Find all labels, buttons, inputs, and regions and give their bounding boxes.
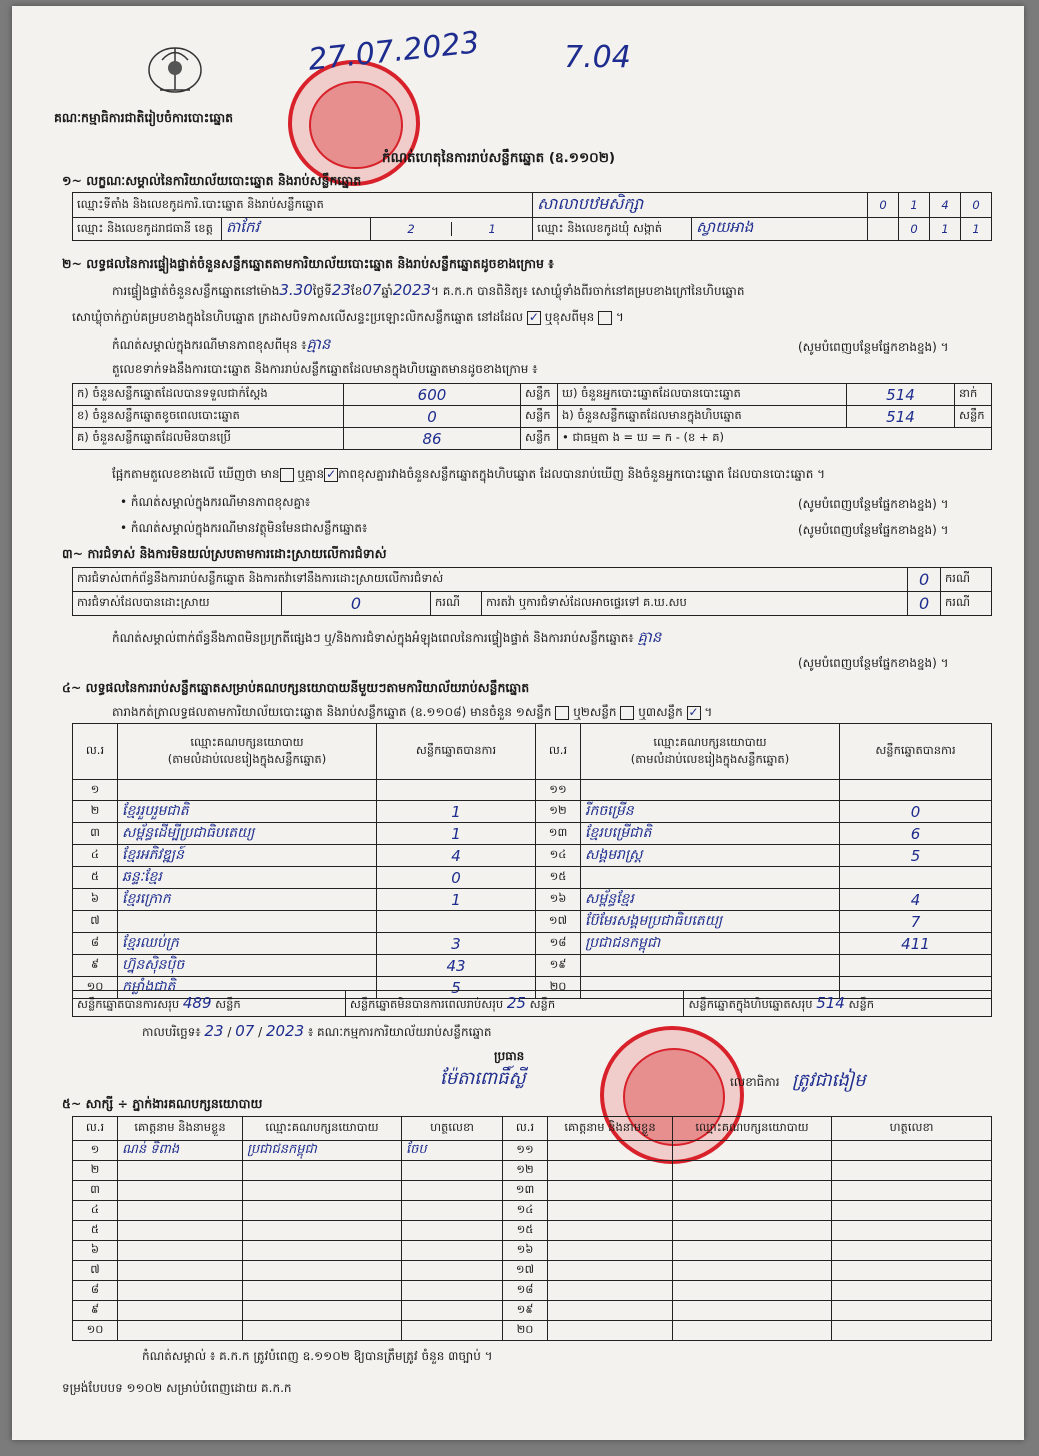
witness-signature (832, 1201, 992, 1221)
party-votes: 5 (840, 845, 992, 867)
signing-date: កាលបរិច្ឆេទ៖ 23 / 07 / 2023 ៖ គណៈកម្មការការិយាល័យរាប់សន្លឹកឆ្នោត (142, 1022, 492, 1040)
unchanged-checkbox[interactable]: ✓ (528, 309, 539, 324)
witness-signature (402, 1181, 503, 1201)
row-number: ៩ (73, 955, 118, 977)
row-number: ១៦ (536, 889, 581, 911)
row-number: ២ (73, 1161, 118, 1181)
verify-line: ការផ្ទៀងផ្ទាត់ចំនួនសន្លឹកឆ្នោតនៅម៉ោង3.30ថ្ងៃទី23ខែ07ឆ្នាំ2023។ គ.ក.ក បានពិនិត្យ៖ សោឃ្លុំទាំងពីរចាក់នៅគម្របខាងក្រៅនៃហិបឆ្នោត (112, 281, 745, 299)
form-paper: គណៈកម្មាធិការជាតិរៀបចំការបោះឆ្នោត 27.07.2023 7.04 កំណត់ហេតុនៃការរាប់សន្លឹកឆ្នោត (ឧ.១១០២) ១~ លក្ខណៈសម្គាល់នៃការិយាល័យបោះឆ្នោត និងរាប់សន្លឹកឆ្នោត ឈ្មោះទីតាំង និងលេខកូដការិ.បោះឆ្នោត និងរាប់សន្លឹកឆ្នោត សាលាបឋមសិក្សា 0 1 4 0 ឈ្មោះ និងលេខកូដរាជធានី ខេត្ត តាកែវ 2 1 ឈ្មោះ និងលេខកូដឃុំ សង្កាត់ ស្វាយអាង 0 1 1 ២~ លទ្ធផលនៃការផ្ទៀងផ្ទាត់ចំនួនសន្លឹកឆ្នោតតាមការិយាល័យបោះឆ្នោត និងរាប់សន្លឹកឆ្នោតដូចខាងក្រោម ៖ ការផ្ទៀងផ្ទាត់ចំនួនសន្លឹកឆ្នោតនៅម៉ោង3.30ថ្ងៃទី23ខែ07ឆ្នាំ2023។ គ.ក.ក បានពិនិត្យ៖ សោឃ្លុំទាំងពីរចាក់នៅគម្របខាងក្រៅនៃហិបឆ្នោត សោឃ្លុំចាក់ភ្ជាប់គម្របខាងក្នុងនៃហិបឆ្នោត ក្រដាសបិទភាសលើសន្ទះប្រឡោះលិកសន្លឹកឆ្នោត នៅដដែល ✓ ឬខុសពីមុន ។ កំណត់សម្គាល់ក្នុងករណីមានភាពខុសពីមុន ៖គ្មាន (សូមបំពេញបន្ថែមផ្នែកខាងខ្នង) ។ តួលេខទាក់ទងនឹងការបោះឆ្នោត និងការរាប់សន្លឹកឆ្នោតដែលមានក្នុងហិបឆ្នោតមានដូចខាងក្រោម ៖ ក) ចំនួនសន្លឹកឆ្នោតដែលបានទទួលជាក់ស្តែង 600 សន្លឹក ឃ) ចំនួនអ្នកបោះឆ្នោតដែលបានបោះឆ្នោត 514 នាក់ ខ) ចំនួនសន្លឹកឆ្នោតខូចពេលបោះឆ្នោត 0 សន្លឹក ង) ចំនួនសន្លឹកឆ្នោតដែលមានក្នុងហិបឆ្នោត 514 សន្លឹក គ) ចំនួនសន្លឹកឆ្នោតដែលមិនបានប្រើ 86 សន្លឹក • ជាធម្មតា ង = ឃ = ក - (ខ + គ) ផ្អែកតាមតួលេខខាងលើ ឃើញថា មាន ឬគ្មាន ✓ ភាពខុសគ្នារវាងចំនួនសន្លឹកឆ្នោតក្នុងហិបឆ្នោត ដែលបានរាប់ឃើញ និងចំនួនអ្នកបោះឆ្នោត ដែលបានបោះឆ្នោត ។ • កំណត់សម្គាល់ក្នុងករណីមានភាពខុសគ្នា៖ (សូមបំពេញបន្ថែមផ្នែកខាងខ្នង) ។ • កំណត់សម្គាល់ក្នុងករណីមានវត្ថុមិនមែនជាសន្លឹកឆ្នោត៖ (សូមបំពេញបន្ថែមផ្នែកខាងខ្នង) ។ ៣~ ការជំទាស់ និងការមិនយល់ស្របតាមការដោះស្រាយលើការជំទាស់ ការជំទាស់ពាក់ព័ន្ធនឹងការរាប់សន្លឹកឆ្នោត និងការតវ៉ាទៅនឹងការដោះស្រាយលើការជំទាស់ 0 ករណី ការជំទាស់ដែលបានដោះស្រាយ 0 ករណី ការតវ៉ា ឬការជំទាស់ដែលអាចផ្ទេរទៅ គ.ឃ.សប 0 ករណី កំណត់សម្គាល់ពាក់ព័ន្ធនឹងភាពមិនប្រក្រតីផ្សេងៗ ឬ/និងការជំទាស់ក្នុងអំឡុងពេលនៃការផ្ទៀងផ្ទាត់ និងការរាប់សន្លឹកឆ្នោត៖ គ្មាន (សូមបំពេញបន្ថែមផ្នែកខាងខ្នង) ។ ៤~ លទ្ធផលនៃការរាប់សន្លឹកឆ្នោតសម្រាប់គណបក្សនយោបាយនីមួយៗតាមការិយាល័យរាប់សន្លឹកឆ្នោត តារាងកត់ត្រាលទ្ធផលតាមការិយាល័យបោះឆ្នោត និងរាប់សន្លឹកឆ្នោត (ឧ.១១០៨) មានចំនួន ១សន្លឹក ឬ២សន្លឹក ឬ៣សន្លឹក ✓ ។ ល.រ ឈ្មោះគណបក្សនយោបាយ (តាមលំដាប់លេខរៀងក្នុងសន្លឹកឆ្នោត) សន្លឹកឆ្នោតបានការ ល.រ ឈ្មោះគណបក្សនយោបាយ (តាមលំដាប់លេខរៀងក្នុងសន្លឹកឆ្នោត) សន្លឹកឆ្នោតបានការ ១ ១១ ២ ខ្មែររួបរួមជាតិ 1 ១២ រីកចម្រើន 0 ៣ សម្ព័ន្ធដើម្បីប្រជាធិបតេយ្យ 1 ១៣ ខ្មែរបម្រើជាតិ 6 ៤ ខ្មែរអភិវឌ្ឍន៍ 4 ១៤ សង្គមរាស្ត្រ 5 ៥ ឆន្ទៈខ្មែរ 0 ១៥ ៦ ខ្មែរក្រោក 1 ១៦ សម្ព័ន្ធខ្មែរ 4 ៧ ១៧ ប៊ែមែរសង្គមប្រជាធិបតេយ្យ 7 ៨ ខ្មែរឈប់ក្រ 3 ១៨ ប្រជាជនកម្ពុជា 411 ៩ ហ្វ៊ុនស៊ិនប៉ិច 43 ១៩ ១០ កម្លាំងជាតិ 5 ២០ សន្លឹកឆ្នោតបានការសរុប 489 សន្លឹក សន្លឹកឆ្នោតមិនបានការពេលរាប់សរុប 25 សន្លឹក សន្លឹកឆ្នោតក្នុងហិបឆ្នោតសរុប 514 សន្លឹក កាលបរិច្ឆេទ៖ 23 / 07 / 2023 ៖ គណៈកម្មការការិយាល័យរាប់សន្លឹកឆ្នោត ប្រធាន ម៉ែតាពោធិ៍ស្លី លេខាធិការ ត្រូវជាងៀម ៥~ សាក្សី ÷ ភ្នាក់ងារគណបក្សនយោបាយ ល.រ គោត្តនាម និងនាមខ្លួន ឈ្មោះគណបក្សនយោបាយ ហត្ថលេខា ល.រ គោត្តនាម និងនាមខ្លួន ឈ្មោះគណបក្សនយោបាយ ហត្ថលេខា ១ ណន់ ទិពាង ប្រជាជនកម្ពុជា ចែប ១១ ២ ១២ ៣ ១៣ ៤ ១៤ ៥ ១៥ ៦ ១៦ ៧ ១៧ ៨ ១៨ ៩ ១៩ ១០ ២០ កំណត់សម្គាល់ ៖ គ.ក.ក ត្រូវបំពេញ ឧ.១១០២ ឱ្យបានត្រឹមត្រូវ ចំនួន ៣ច្បាប់ ។ ទម្រង់បែបបទ ១១០២ សម្រាប់បំពេញដោយ គ.ក.ក (12, 6, 1024, 1440)
commune-value: ស្វាយអាង (692, 218, 868, 241)
party-name: ប៊ែមែរសង្គមប្រជាធិបតេយ្យ (581, 911, 840, 933)
witness-name (118, 1161, 243, 1181)
figure-value: 86 (344, 428, 521, 450)
row-number: ៣ (73, 1181, 118, 1201)
ballot-figures-table: ក) ចំនួនសន្លឹកឆ្នោតដែលបានទទួលជាក់ស្តែង 600 សន្លឹក ឃ) ចំនួនអ្នកបោះឆ្នោតដែលបានបោះឆ្នោត 514 នាក់ ខ) ចំនួនសន្លឹកឆ្នោតខូចពេលបោះឆ្នោត 0 សន្លឹក ង) ចំនួនសន្លឹកឆ្នោតដែលមានក្នុងហិបឆ្នោត 514 សន្លឹក គ) ចំនួនសន្លឹកឆ្នោតដែលមិនបានប្រើ 86 សន្លឹក • ជាធម្មតា ង = ឃ = ក - (ខ + គ) (72, 383, 992, 450)
party-votes: 1 (377, 823, 536, 845)
section-1-heading: ១~ លក្ខណៈសម្គាល់នៃការិយាល័យបោះឆ្នោត និងរាប់សន្លឹកឆ្នោត (62, 173, 362, 188)
row-number: ១៨ (503, 1281, 548, 1301)
party-votes (840, 867, 992, 889)
verify-year: 2023 (392, 281, 432, 299)
witness-signature: ចែប (402, 1141, 503, 1161)
row-number: ១ (73, 1141, 118, 1161)
verify-month: 07 (362, 281, 382, 299)
party-votes: 6 (840, 823, 992, 845)
secretary-signature: ត្រូវជាងៀម (792, 1070, 866, 1091)
witness-name: ណន់ ទិពាង (118, 1141, 243, 1161)
row-number: ១២ (503, 1161, 548, 1181)
handwritten-time: 7.04 (564, 40, 631, 75)
province-label: ឈ្មោះ និងលេខកូដរាជធានី ខេត្ត (73, 218, 222, 241)
witness-name (548, 1261, 673, 1281)
party-votes: 4 (840, 889, 992, 911)
three-sheet-checkbox[interactable]: ✓ (688, 704, 699, 719)
party-name: ខ្មែរឈប់ក្រ (118, 933, 377, 955)
discrepancy-line: ផ្អែកតាមតួលេខខាងលើ ឃើញថា មាន ឬគ្មាន ✓ ភាពខុសគ្នារវាងចំនួនសន្លឹកឆ្នោតក្នុងហិបឆ្នោត ដែលបានរាប់ឃើញ និងចំនួនអ្នកបោះឆ្នោត ដែលបានបោះឆ្នោត ។ (112, 466, 826, 481)
no-discrepancy-checkbox[interactable]: ✓ (326, 466, 337, 481)
witness-signature (832, 1221, 992, 1241)
row-number: ១១ (503, 1141, 548, 1161)
row-number: ១៤ (536, 845, 581, 867)
witness-name (118, 1321, 243, 1341)
row-number: ១៩ (536, 955, 581, 977)
row-number: ១៣ (503, 1181, 548, 1201)
row-number: ១ (73, 780, 118, 801)
witness-name (118, 1241, 243, 1261)
handwritten-date: 27.07.2023 (306, 25, 482, 78)
figure-value: 0 (344, 406, 521, 428)
witness-party (243, 1261, 402, 1281)
location-code-digit: 0 (961, 193, 992, 218)
party-name (581, 780, 840, 801)
witness-party (243, 1201, 402, 1221)
results-totals: សន្លឹកឆ្នោតបានការសរុប 489 សន្លឹក សន្លឹកឆ្នោតមិនបានការពេលរាប់សរុប 25 សន្លឹក សន្លឹកឆ្នោតក្នុងហិបឆ្នោតសរុប 514 សន្លឹក (72, 990, 992, 1017)
row-number: ៤ (73, 845, 118, 867)
party-votes (377, 911, 536, 933)
witness-name (118, 1201, 243, 1221)
forwarded-count: 0 (908, 592, 941, 616)
witness-party (243, 1321, 402, 1341)
party-name (581, 867, 840, 889)
figure-value: 514 (847, 384, 955, 406)
witness-name (548, 1141, 673, 1161)
party-votes (840, 780, 992, 801)
results-table: ល.រ ឈ្មោះគណបក្សនយោបាយ (តាមលំដាប់លេខរៀងក្នុងសន្លឹកឆ្នោត) សន្លឹកឆ្នោតបានការ ល.រ ឈ្មោះគណបក្សនយោបាយ (តាមលំដាប់លេខរៀងក្នុងសន្លឹកឆ្នោត) សន្លឹកឆ្នោតបានការ ១ ១១ ២ ខ្មែររួបរួមជាតិ 1 ១២ រីកចម្រើន 0 ៣ សម្ព័ន្ធដើម្បីប្រជាធិបតេយ្យ 1 ១៣ ខ្មែរបម្រើជាតិ 6 ៤ ខ្មែរអភិវឌ្ឍន៍ 4 ១៤ សង្គមរាស្ត្រ 5 ៥ ឆន្ទៈខ្មែរ 0 ១៥ ៦ ខ្មែរក្រោក 1 ១៦ សម្ព័ន្ធខ្មែរ 4 ៧ ១៧ ប៊ែមែរសង្គមប្រជាធិបតេយ្យ 7 ៨ ខ្មែរឈប់ក្រ 3 ១៨ ប្រជាជនកម្ពុជា 411 ៩ ហ្វ៊ុនស៊ិនប៉ិច 43 ១៩ ១០ កម្លាំងជាតិ 5 ២០ (72, 723, 992, 999)
row-number: ៦ (73, 889, 118, 911)
witness-name (118, 1301, 243, 1321)
row-number: ១៧ (536, 911, 581, 933)
chair-signature: ម៉ែតាពោធិ៍ស្លី (440, 1068, 526, 1089)
changed-checkbox[interactable] (598, 311, 612, 325)
witness-party: ប្រជាជនកម្ពុជា (243, 1141, 402, 1161)
province-code-digit: 2 (371, 222, 452, 236)
party-votes: 3 (377, 933, 536, 955)
irregularity-note: កំណត់សម្គាល់ពាក់ព័ន្ធនឹងភាពមិនប្រក្រតីផ្សេងៗ ឬ/និងការជំទាស់ក្នុងអំឡុងពេលនៃការផ្ទៀងផ្ទាត់ និងការរាប់សន្លឹកឆ្នោត៖ គ្មាន (112, 628, 662, 646)
chair-label: ប្រធាន (494, 1049, 525, 1063)
party-name: ប្រជាជនកម្ពុជា (581, 933, 840, 955)
party-votes: 411 (840, 933, 992, 955)
witness-row (73, 1281, 992, 1301)
row-number: ២០ (536, 977, 581, 999)
total-invalid: 25 (506, 993, 526, 1012)
result-row (73, 823, 992, 845)
party-name: កម្លាំងជាតិ (118, 977, 377, 999)
row-number: ៥ (73, 1221, 118, 1241)
verify-day: 23 (331, 281, 351, 299)
witness-name (548, 1161, 673, 1181)
result-row (73, 955, 992, 977)
witness-name (118, 1221, 243, 1241)
witness-row (73, 1201, 992, 1221)
witness-signature (402, 1221, 503, 1241)
witness-signature (832, 1161, 992, 1181)
result-row (73, 801, 992, 823)
location-code-digit: 1 (899, 193, 930, 218)
total-in-box: 514 (816, 993, 845, 1012)
objection-label: ការជំទាស់ពាក់ព័ន្ធនឹងការរាប់សន្លឹកឆ្នោត និងការតវ៉ាទៅនឹងការដោះស្រាយលើការជំទាស់ (73, 568, 908, 592)
figure-value: 600 (344, 384, 521, 406)
discrepancy-bullet: • កំណត់សម្គាល់ក្នុងករណីមានភាពខុសគ្នា៖ (120, 495, 311, 509)
national-emblem-icon (140, 40, 210, 102)
witness-name (118, 1281, 243, 1301)
result-row (73, 933, 992, 955)
objection-count: 0 (908, 568, 941, 592)
figure-label: ក) ចំនួនសន្លឹកឆ្នោតដែលបានទទួលជាក់ស្តែង (73, 384, 344, 406)
resolved-label: ការជំទាស់ដែលបានដោះស្រាយ (73, 592, 282, 616)
witness-party (673, 1181, 832, 1201)
result-row (73, 911, 992, 933)
witness-party (243, 1241, 402, 1261)
seal-line: សោឃ្លុំចាក់ភ្ជាប់គម្របខាងក្នុងនៃហិបឆ្នោត ក្រដាសបិទភាសលើសន្ទះប្រឡោះលិកសន្លឹកឆ្នោត នៅដដែល ✓ ឬខុសពីមុន ។ (72, 309, 624, 324)
row-number: ១៦ (503, 1241, 548, 1261)
witness-signature (402, 1261, 503, 1281)
total-valid: 489 (182, 993, 212, 1012)
party-name: ខ្មែរក្រោក (118, 889, 377, 911)
party-votes: 4 (377, 845, 536, 867)
party-name: ខ្មែរអភិវឌ្ឍន៍ (118, 845, 377, 867)
location-code-digit: 0 (868, 193, 899, 218)
row-number: ២០ (503, 1321, 548, 1341)
province-code-digit: 1 (488, 222, 496, 236)
witness-signature (402, 1301, 503, 1321)
result-row (73, 889, 992, 911)
row-number: ១៤ (503, 1201, 548, 1221)
row-number: ១៣ (536, 823, 581, 845)
row-number: ៧ (73, 1261, 118, 1281)
row-number: ១៧ (503, 1261, 548, 1281)
two-sheet-checkbox[interactable] (620, 706, 634, 720)
witness-party (673, 1241, 832, 1261)
section-3-heading: ៣~ ការជំទាស់ និងការមិនយល់ស្របតាមការដោះស្រាយលើការជំទាស់ (62, 546, 387, 561)
row-number: ១៥ (503, 1221, 548, 1241)
witness-name (548, 1301, 673, 1321)
row-number: ១០ (73, 977, 118, 999)
witness-signature (402, 1161, 503, 1181)
row-number: ១៥ (536, 867, 581, 889)
witness-party (673, 1321, 832, 1341)
witness-row (73, 1261, 992, 1281)
form-footer: ទម្រង់បែបបទ ១១០២ សម្រាប់បំពេញដោយ គ.ក.ក (62, 1381, 292, 1395)
witness-signature (832, 1321, 992, 1341)
witness-name (548, 1181, 673, 1201)
witness-party (673, 1221, 832, 1241)
sheet-count-line: តារាងកត់ត្រាលទ្ធផលតាមការិយាល័យបោះឆ្នោត និងរាប់សន្លឹកឆ្នោត (ឧ.១១០៨) មានចំនួន ១សន្លឹក ឬ២សន្លឹក ឬ៣សន្លឹក ✓ ។ (112, 704, 713, 719)
section-5-heading: ៥~ សាក្សី ÷ ភ្នាក់ងារគណបក្សនយោបាយ (62, 1096, 263, 1111)
row-number: ១២ (536, 801, 581, 823)
difference-note: កំណត់សម្គាល់ក្នុងករណីមានភាពខុសពីមុន ៖គ្មាន (112, 335, 331, 353)
party-votes: 1 (377, 801, 536, 823)
objections-table: ការជំទាស់ពាក់ព័ន្ធនឹងការរាប់សន្លឹកឆ្នោត និងការតវ៉ាទៅនឹងការដោះស្រាយលើការជំទាស់ 0 ករណី ការជំទាស់ដែលបានដោះស្រាយ 0 ករណី ការតវ៉ា ឬការជំទាស់ដែលអាចផ្ទេរទៅ គ.ឃ.សប 0 ករណី (72, 567, 992, 616)
form-note: កំណត់សម្គាល់ ៖ គ.ក.ក ត្រូវបំពេញ ឧ.១១០២ ឱ្យបានត្រឹមត្រូវ ចំនួន ៣ច្បាប់ ។ (142, 1349, 493, 1363)
party-name: សម្ព័ន្ធខ្មែរ (581, 889, 840, 911)
witness-party (243, 1161, 402, 1181)
row-number: ៣ (73, 823, 118, 845)
row-number: ២ (73, 801, 118, 823)
witness-name (548, 1221, 673, 1241)
witness-row (73, 1321, 992, 1341)
forwarded-label: ការតវ៉ា ឬការជំទាស់ដែលអាចផ្ទេរទៅ គ.ឃ.សប (482, 592, 908, 616)
party-name (581, 955, 840, 977)
witness-signature (832, 1181, 992, 1201)
witness-party (243, 1221, 402, 1241)
form-title: កំណត់ហេតុនៃការរាប់សន្លឹកឆ្នោត (ឧ.១១០២) (382, 150, 616, 166)
location-value: សាលាបឋមសិក្សា (533, 193, 868, 218)
province-value: តាកែវ (222, 218, 371, 241)
witness-party (243, 1181, 402, 1201)
witness-row (73, 1301, 992, 1321)
row-number: ៥ (73, 867, 118, 889)
row-number: ១៩ (503, 1301, 548, 1321)
commune-code-digit: 1 (961, 218, 992, 241)
formula-note: • ជាធម្មតា ង = ឃ = ក - (ខ + គ) (558, 428, 992, 450)
commune-code-digit: 0 (899, 218, 930, 241)
section-2-heading: ២~ លទ្ធផលនៃការផ្ទៀងផ្ទាត់ចំនួនសន្លឹកឆ្នោតតាមការិយាល័យបោះឆ្នោត និងរាប់សន្លឹកឆ្នោតដូចខាងក្រោម ៖ (62, 256, 554, 271)
commune-label: ឈ្មោះ និងលេខកូដឃុំ សង្កាត់ (533, 218, 692, 241)
witness-table: ល.រ គោត្តនាម និងនាមខ្លួន ឈ្មោះគណបក្សនយោបាយ ហត្ថលេខា ល.រ គោត្តនាម និងនាមខ្លួន ឈ្មោះគណបក្សនយោបាយ ហត្ថលេខា ១ ណន់ ទិពាង ប្រជាជនកម្ពុជា ចែប ១១ ២ ១២ ៣ ១៣ ៤ ១៤ ៥ ១៥ ៦ ១៦ ៧ ១៧ ៨ ១៨ ៩ ១៩ ១០ ២០ (72, 1116, 992, 1341)
row-number: ៧ (73, 911, 118, 933)
row-number: ៤ (73, 1201, 118, 1221)
party-name: សម្ព័ន្ធដើម្បីប្រជាធិបតេយ្យ (118, 823, 377, 845)
row-number: ១០ (73, 1321, 118, 1341)
witness-name (548, 1241, 673, 1261)
row-number: ១១ (536, 780, 581, 801)
commune-code-digit: 1 (930, 218, 961, 241)
figure-label: គ) ចំនួនសន្លឹកឆ្នោតដែលមិនបានប្រើ (73, 428, 344, 450)
party-name: សង្គមរាស្ត្រ (581, 845, 840, 867)
witness-party (673, 1301, 832, 1321)
section-1-table (72, 192, 992, 241)
witness-signature (832, 1241, 992, 1261)
result-row (73, 867, 992, 889)
secretary-label: លេខាធិការ (730, 1075, 780, 1089)
witness-signature (832, 1281, 992, 1301)
location-code-digit: 4 (930, 193, 961, 218)
witness-party (673, 1141, 832, 1161)
party-votes: 0 (840, 801, 992, 823)
party-name: ខ្មែររួបរួមជាតិ (118, 801, 377, 823)
witness-party (243, 1301, 402, 1321)
witness-party (673, 1161, 832, 1181)
witness-party (673, 1281, 832, 1301)
party-name: ឆន្ទៈខ្មែរ (118, 867, 377, 889)
party-name: រីកចម្រើន (581, 801, 840, 823)
party-name: ហ្វ៊ុនស៊ិនប៉ិច (118, 955, 377, 977)
witness-signature (832, 1141, 992, 1161)
witness-row (73, 1141, 992, 1161)
row-number: ៨ (73, 933, 118, 955)
has-discrepancy-checkbox[interactable] (280, 468, 294, 482)
figure-label: ឃ) ចំនួនអ្នកបោះឆ្នោតដែលបានបោះឆ្នោត (558, 384, 847, 406)
party-votes: 7 (840, 911, 992, 933)
party-name (118, 780, 377, 801)
witness-name (118, 1261, 243, 1281)
row-number: ៨ (73, 1281, 118, 1301)
witness-party (673, 1261, 832, 1281)
resolved-count: 0 (282, 592, 431, 616)
party-votes: 43 (377, 955, 536, 977)
figures-intro: តួលេខទាក់ទងនឹងការបោះឆ្នោត និងការរាប់សន្លឹកឆ្នោតដែលមានក្នុងហិបឆ្នោតមានដូចខាងក្រោម ៖ (112, 362, 538, 376)
row-number: ៦ (73, 1241, 118, 1261)
party-name: ខ្មែរបម្រើជាតិ (581, 823, 840, 845)
party-votes (377, 780, 536, 801)
section-4-heading: ៤~ លទ្ធផលនៃការរាប់សន្លឹកឆ្នោតសម្រាប់គណបក្សនយោបាយនីមួយៗតាមការិយាល័យរាប់សន្លឹកឆ្នោត (62, 680, 530, 695)
figure-value: 514 (847, 406, 955, 428)
witness-row (73, 1241, 992, 1261)
witness-row (73, 1221, 992, 1241)
witness-row (73, 1161, 992, 1181)
witness-name (548, 1201, 673, 1221)
witness-signature (832, 1301, 992, 1321)
party-votes: 0 (377, 867, 536, 889)
witness-name (548, 1281, 673, 1301)
fill-note: (សូមបំពេញបន្ថែមផ្នែកខាងខ្នង) ។ (798, 340, 949, 354)
result-row (73, 845, 992, 867)
party-votes: 5 (377, 977, 536, 999)
verify-time: 3.30 (279, 281, 313, 299)
row-number: ៩ (73, 1301, 118, 1321)
location-label: ឈ្មោះទីតាំង និងលេខកូដការិ.បោះឆ្នោត និងរាប់សន្លឹកឆ្នោត (73, 193, 533, 218)
witness-name (118, 1181, 243, 1201)
witness-signature (402, 1201, 503, 1221)
difference-note-value: គ្មាន (306, 335, 331, 353)
witness-party (673, 1201, 832, 1221)
result-row (73, 780, 992, 801)
witness-party (243, 1281, 402, 1301)
committee-name: គណៈកម្មាធិការជាតិរៀបចំការបោះឆ្នោត (54, 110, 234, 125)
foreign-object-bullet: • កំណត់សម្គាល់ក្នុងករណីមានវត្ថុមិនមែនជាសន្លឹកឆ្នោត៖ (120, 521, 368, 535)
witness-signature (402, 1321, 503, 1341)
witness-signature (832, 1261, 992, 1281)
figure-label: ង) ចំនួនសន្លឹកឆ្នោតដែលមានក្នុងហិបឆ្នោត (558, 406, 847, 428)
witness-signature (402, 1241, 503, 1261)
witness-signature (402, 1281, 503, 1301)
party-name (118, 911, 377, 933)
witness-name (548, 1321, 673, 1341)
figure-label: ខ) ចំនួនសន្លឹកឆ្នោតខូចពេលបោះឆ្នោត (73, 406, 344, 428)
witness-row (73, 1181, 992, 1201)
party-votes: 1 (377, 889, 536, 911)
party-votes (840, 955, 992, 977)
row-number: ១៨ (536, 933, 581, 955)
one-sheet-checkbox[interactable] (555, 706, 569, 720)
